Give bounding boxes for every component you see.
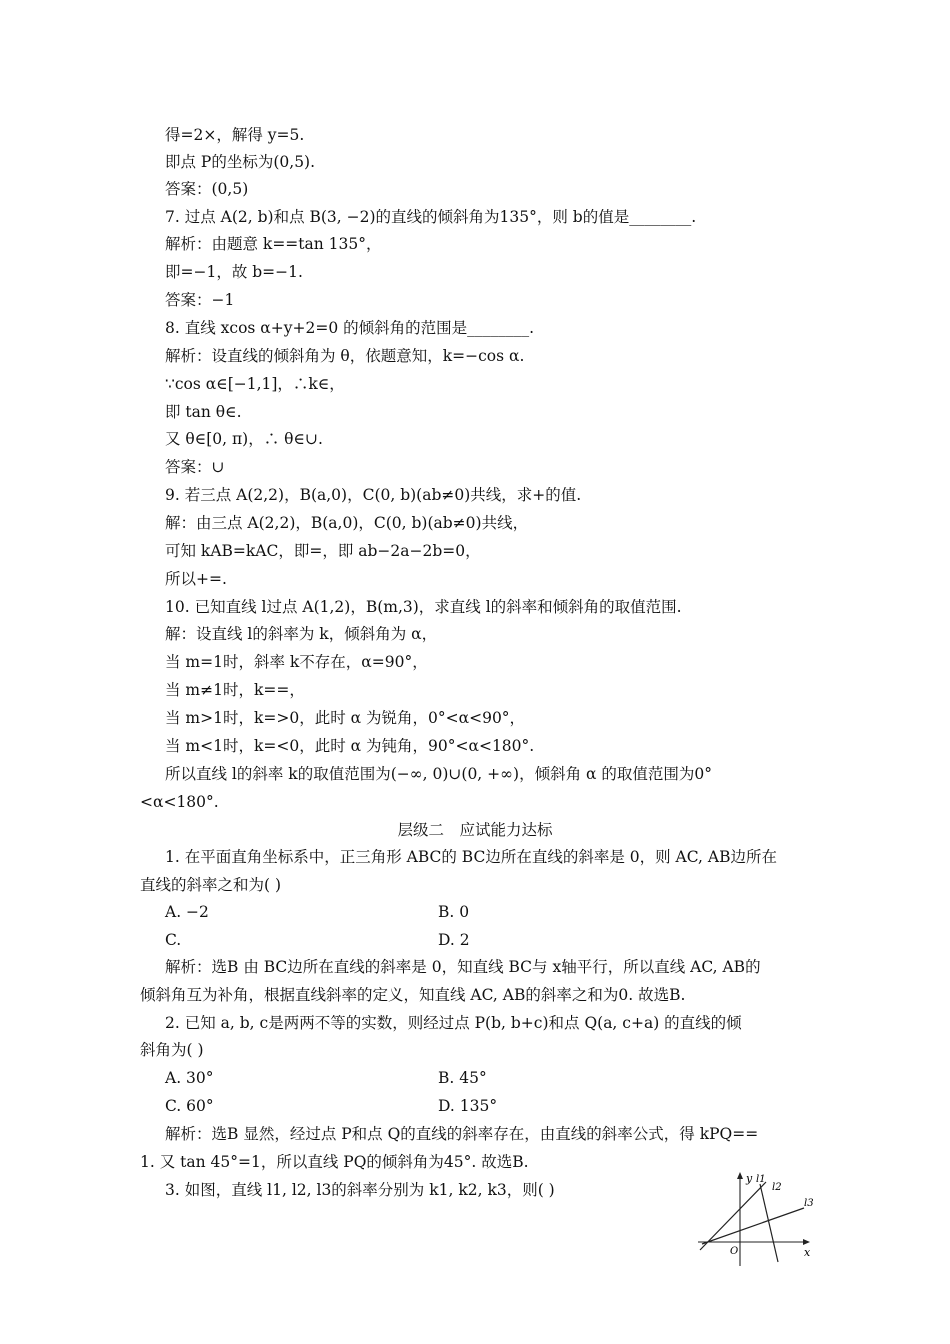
text-line: 当 m=1时，斜率 k不存在，α=90°， xyxy=(165,653,428,671)
text-line: A. −2 xyxy=(165,903,209,921)
y-axis-arrow xyxy=(737,1172,743,1179)
text-line: ∵cos α∈[−1,1]，∴k∈， xyxy=(165,375,345,393)
text-line: 10. 已知直线 l过点 A(1,2)，B(m,3)，求直线 l的斜率和倾斜角的取值范围. xyxy=(165,598,682,616)
text-line: 当 m<1时，k=<0，此时 α 为钝角，90°<α<180°. xyxy=(165,737,535,755)
text-line: 解：由三点 A(2,2)，B(a,0)，C(0, b)(ab≠0)共线， xyxy=(165,514,529,532)
text-line: B. 45° xyxy=(438,1069,487,1087)
label-l3: l3 xyxy=(804,1198,814,1209)
text-line: 即=−1，故 b=−1. xyxy=(165,263,303,281)
text-line: 答案：(0,5) xyxy=(165,180,249,198)
text-line: 解析：设直线的倾斜角为 θ，依题意知，k=−cos α. xyxy=(165,347,525,365)
label-x: x xyxy=(804,1246,811,1259)
text-line: D. 2 xyxy=(438,931,470,949)
text-line: 1. 在平面直角坐标系中，正三角形 ABC的 BC边所在直线的斜率是 0，则 AC, AB边所在 xyxy=(165,848,777,866)
text-line: 得=2×，解得 y=5. xyxy=(165,126,305,144)
text-line: C. xyxy=(165,931,182,949)
text-line: 当 m≠1时，k==， xyxy=(165,681,305,699)
label-y: y xyxy=(746,1172,753,1185)
text-line: 当 m>1时，k=>0，此时 α 为锐角，0°<α<90°， xyxy=(165,709,526,727)
text-line: 9. 若三点 A(2,2)，B(a,0)，C(0, b)(ab≠0)共线，求+的值. xyxy=(165,486,582,504)
text-line: 答案：−1 xyxy=(165,291,235,309)
text-line: 1. 又 tan 45°=1，所以直线 PQ的倾斜角为45°. 故选B. xyxy=(140,1153,529,1171)
text-line: A. 30° xyxy=(165,1069,214,1087)
text-line: 所以+=. xyxy=(165,570,227,588)
text-line: 即 tan θ∈. xyxy=(165,403,242,421)
line-l1 xyxy=(700,1182,766,1250)
x-axis-arrow xyxy=(803,1239,810,1245)
text-line: 直线的斜率之和为( ) xyxy=(140,876,282,894)
text-line: 解：设直线 l的斜率为 k，倾斜角为 α， xyxy=(165,625,438,643)
text-line: 解析：由题意 k==tan 135°， xyxy=(165,235,382,253)
text-line: 即点 P的坐标为(0,5). xyxy=(165,153,316,171)
line-figure xyxy=(694,1168,820,1268)
label-origin: O xyxy=(730,1246,739,1257)
label-l1: l1 xyxy=(756,1174,766,1185)
line-l3 xyxy=(702,1208,804,1244)
text-line: 层级二 应试能力达标 xyxy=(397,821,553,839)
text-line: 7. 过点 A(2, b)和点 B(3, −2)的直线的倾斜角为135°，则 b的值是________. xyxy=(165,208,697,226)
text-line: 所以直线 l的斜率 k的取值范围为(−∞, 0)∪(0, +∞)，倾斜角 α 的取值范围为0° xyxy=(165,765,713,783)
text-line: 又 θ∈[0, π)，∴ θ∈∪. xyxy=(165,430,323,448)
text-line: C. 60° xyxy=(165,1097,214,1115)
text-line: 解析：选B 由 BC边所在直线的斜率是 0，知直线 BC与 x轴平行，所以直线 AC, AB的 xyxy=(165,958,761,976)
text-line: 斜角为( ) xyxy=(140,1041,204,1059)
text-line: B. 0 xyxy=(438,903,470,921)
text-line: 倾斜角互为补角，根据直线斜率的定义，知直线 AC, AB的斜率之和为0. 故选B. xyxy=(140,986,686,1004)
text-line: <α<180°. xyxy=(140,793,219,811)
text-line: D. 135° xyxy=(438,1097,498,1115)
text-line: 可知 kAB=kAC，即=，即 ab−2a−2b=0， xyxy=(165,542,481,560)
text-line: 8. 直线 xcos α+y+2=0 的倾斜角的范围是________. xyxy=(165,319,535,337)
text-line: 3. 如图，直线 l1, l2, l3的斜率分别为 k1, k2, k3，则( ) xyxy=(165,1181,555,1199)
label-l2: l2 xyxy=(772,1182,782,1193)
text-line: 2. 已知 a, b, c是两两不等的实数，则经过点 P(b, b+c)和点 Q(a, c+a) 的直线的倾 xyxy=(165,1014,742,1032)
text-line: 解析：选B 显然，经过点 P和点 Q的直线的斜率存在，由直线的斜率公式，得 kPQ== xyxy=(165,1125,759,1143)
text-line: 答案：∪ xyxy=(165,458,225,476)
